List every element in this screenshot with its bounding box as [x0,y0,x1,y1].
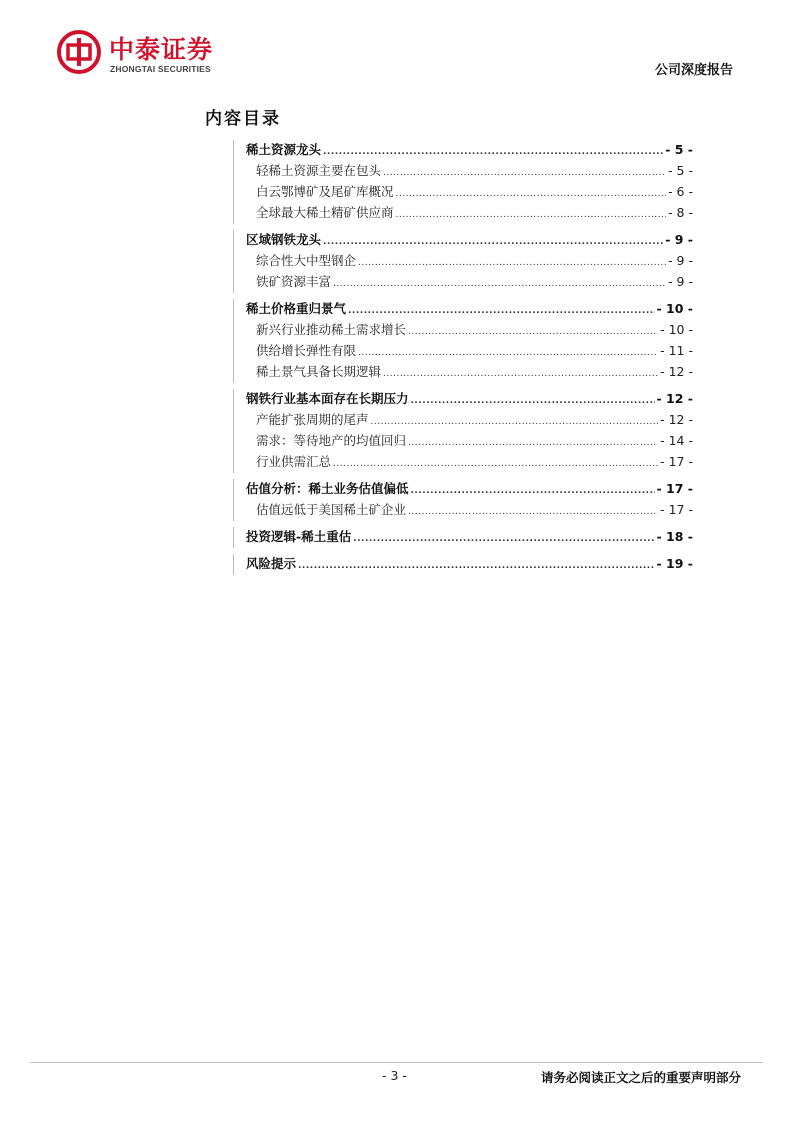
footer-divider [30,1062,763,1063]
toc-entry-label: 投资逻辑-稀土重估 [246,529,352,544]
logo-english-name: ZHONGTAI SECURITIES [110,64,211,74]
toc-leader-dots [333,279,666,289]
toc-subentry-page: - 5 - [668,163,693,178]
toc-leader-dots [371,417,659,427]
toc-subentry-page: - 8 - [668,205,693,220]
toc-subentry-page: - 12 - [660,412,693,427]
toc-section [233,527,693,548]
toc-entry-label: 风险提示 [246,556,297,571]
toc-leader-dots [383,168,666,178]
toc-subentry-label: 铁矿资源丰富 [256,274,332,289]
toc-subentry[interactable] [246,182,693,203]
toc-subentry-label: 全球最大稀土精矿供应商 [256,205,394,220]
toc-entry-page: - 5 - [665,142,693,157]
toc-section [233,554,693,575]
toc-subentry-page: - 10 - [660,322,693,337]
toc-subentry[interactable] [246,251,693,272]
toc-section [233,140,693,224]
toc-leader-dots [411,486,655,496]
toc-subentry-label: 白云鄂博矿及尾矿库概况 [256,184,394,199]
page-number: - 3 - [382,1068,407,1083]
toc-leader-dots [358,348,658,358]
toc-subentry-label: 估值远低于美国稀土矿企业 [256,502,407,517]
toc-leader-dots [408,438,658,448]
toc-leader-dots [298,561,655,571]
toc-entry-page: - 19 - [656,556,693,571]
toc-entry-page: - 17 - [656,481,693,496]
toc-subentry[interactable] [246,272,693,293]
toc-subentry[interactable] [246,320,693,341]
report-type-label: 公司深度报告 [654,63,733,78]
toc-subentry-label: 轻稀土资源主要在包头 [256,163,382,178]
disclaimer-text: 请务必阅读正文之后的重要声明部分 [540,1070,741,1085]
toc-subentry[interactable] [246,341,693,362]
table-of-contents [233,140,693,581]
toc-leader-dots [323,237,663,247]
toc-entry[interactable] [246,299,693,320]
toc-subentry-page: - 9 - [668,274,693,289]
toc-subentry-label: 稀土景气具备长期逻辑 [256,364,382,379]
toc-entry-page: - 9 - [665,232,693,247]
toc-subentry-label: 新兴行业推动稀土需求增长 [256,322,407,337]
toc-section [233,389,693,473]
toc-entry[interactable] [246,140,693,161]
toc-entry[interactable] [246,479,693,500]
toc-leader-dots [396,189,667,199]
toc-subentry-label: 行业供需汇总 [256,454,332,469]
toc-section [233,299,693,383]
toc-leader-dots [396,210,667,220]
toc-subentry-label: 综合性大中型钢企 [256,253,357,268]
toc-subentry-page: - 11 - [660,343,693,358]
toc-entry-label: 稀土资源龙头 [246,142,322,157]
toc-leader-dots [383,369,658,379]
toc-subentry-page: - 17 - [660,502,693,517]
toc-entry-label: 估值分析：稀土业务估值偏低 [246,481,409,496]
toc-leader-dots [333,459,658,469]
toc-subentry-page: - 14 - [660,433,693,448]
toc-section [233,479,693,521]
toc-subentry-page: - 17 - [660,454,693,469]
toc-subentry[interactable] [246,500,693,521]
toc-leader-dots [353,534,654,544]
toc-entry[interactable] [246,389,693,410]
toc-entry-label: 区域钢铁龙头 [246,232,322,247]
toc-subentry[interactable] [246,410,693,431]
toc-subentry-page: - 12 - [660,364,693,379]
toc-entry-label: 稀土价格重归景气 [246,301,347,316]
toc-leader-dots [408,327,658,337]
toc-subentry-label: 产能扩张周期的尾声 [256,412,369,427]
zhongtai-logo-icon [57,30,101,74]
toc-subentry[interactable] [246,431,693,452]
company-logo [57,30,247,78]
toc-entry[interactable] [246,527,693,548]
toc-subentry[interactable] [246,161,693,182]
toc-leader-dots [358,258,666,268]
toc-subentry[interactable] [246,362,693,383]
toc-leader-dots [348,306,655,316]
toc-leader-dots [408,507,658,517]
toc-leader-dots [323,147,663,157]
toc-entry[interactable] [246,230,693,251]
toc-subentry-label: 供给增长弹性有限 [256,343,357,358]
toc-entry-page: - 18 - [656,529,693,544]
toc-subentry-page: - 9 - [668,253,693,268]
toc-title: 内容目录 [205,109,281,129]
toc-subentry-page: - 6 - [668,184,693,199]
toc-leader-dots [411,396,655,406]
toc-entry-page: - 10 - [656,301,693,316]
toc-subentry-label: 需求：等待地产的均值回归 [256,433,407,448]
toc-section [233,230,693,293]
toc-entry-page: - 12 - [656,391,693,406]
toc-entry[interactable] [246,554,693,575]
logo-chinese-name: 中泰证券 [109,35,214,64]
toc-subentry[interactable] [246,452,693,473]
toc-entry-label: 钢铁行业基本面存在长期压力 [246,391,409,406]
toc-subentry[interactable] [246,203,693,224]
